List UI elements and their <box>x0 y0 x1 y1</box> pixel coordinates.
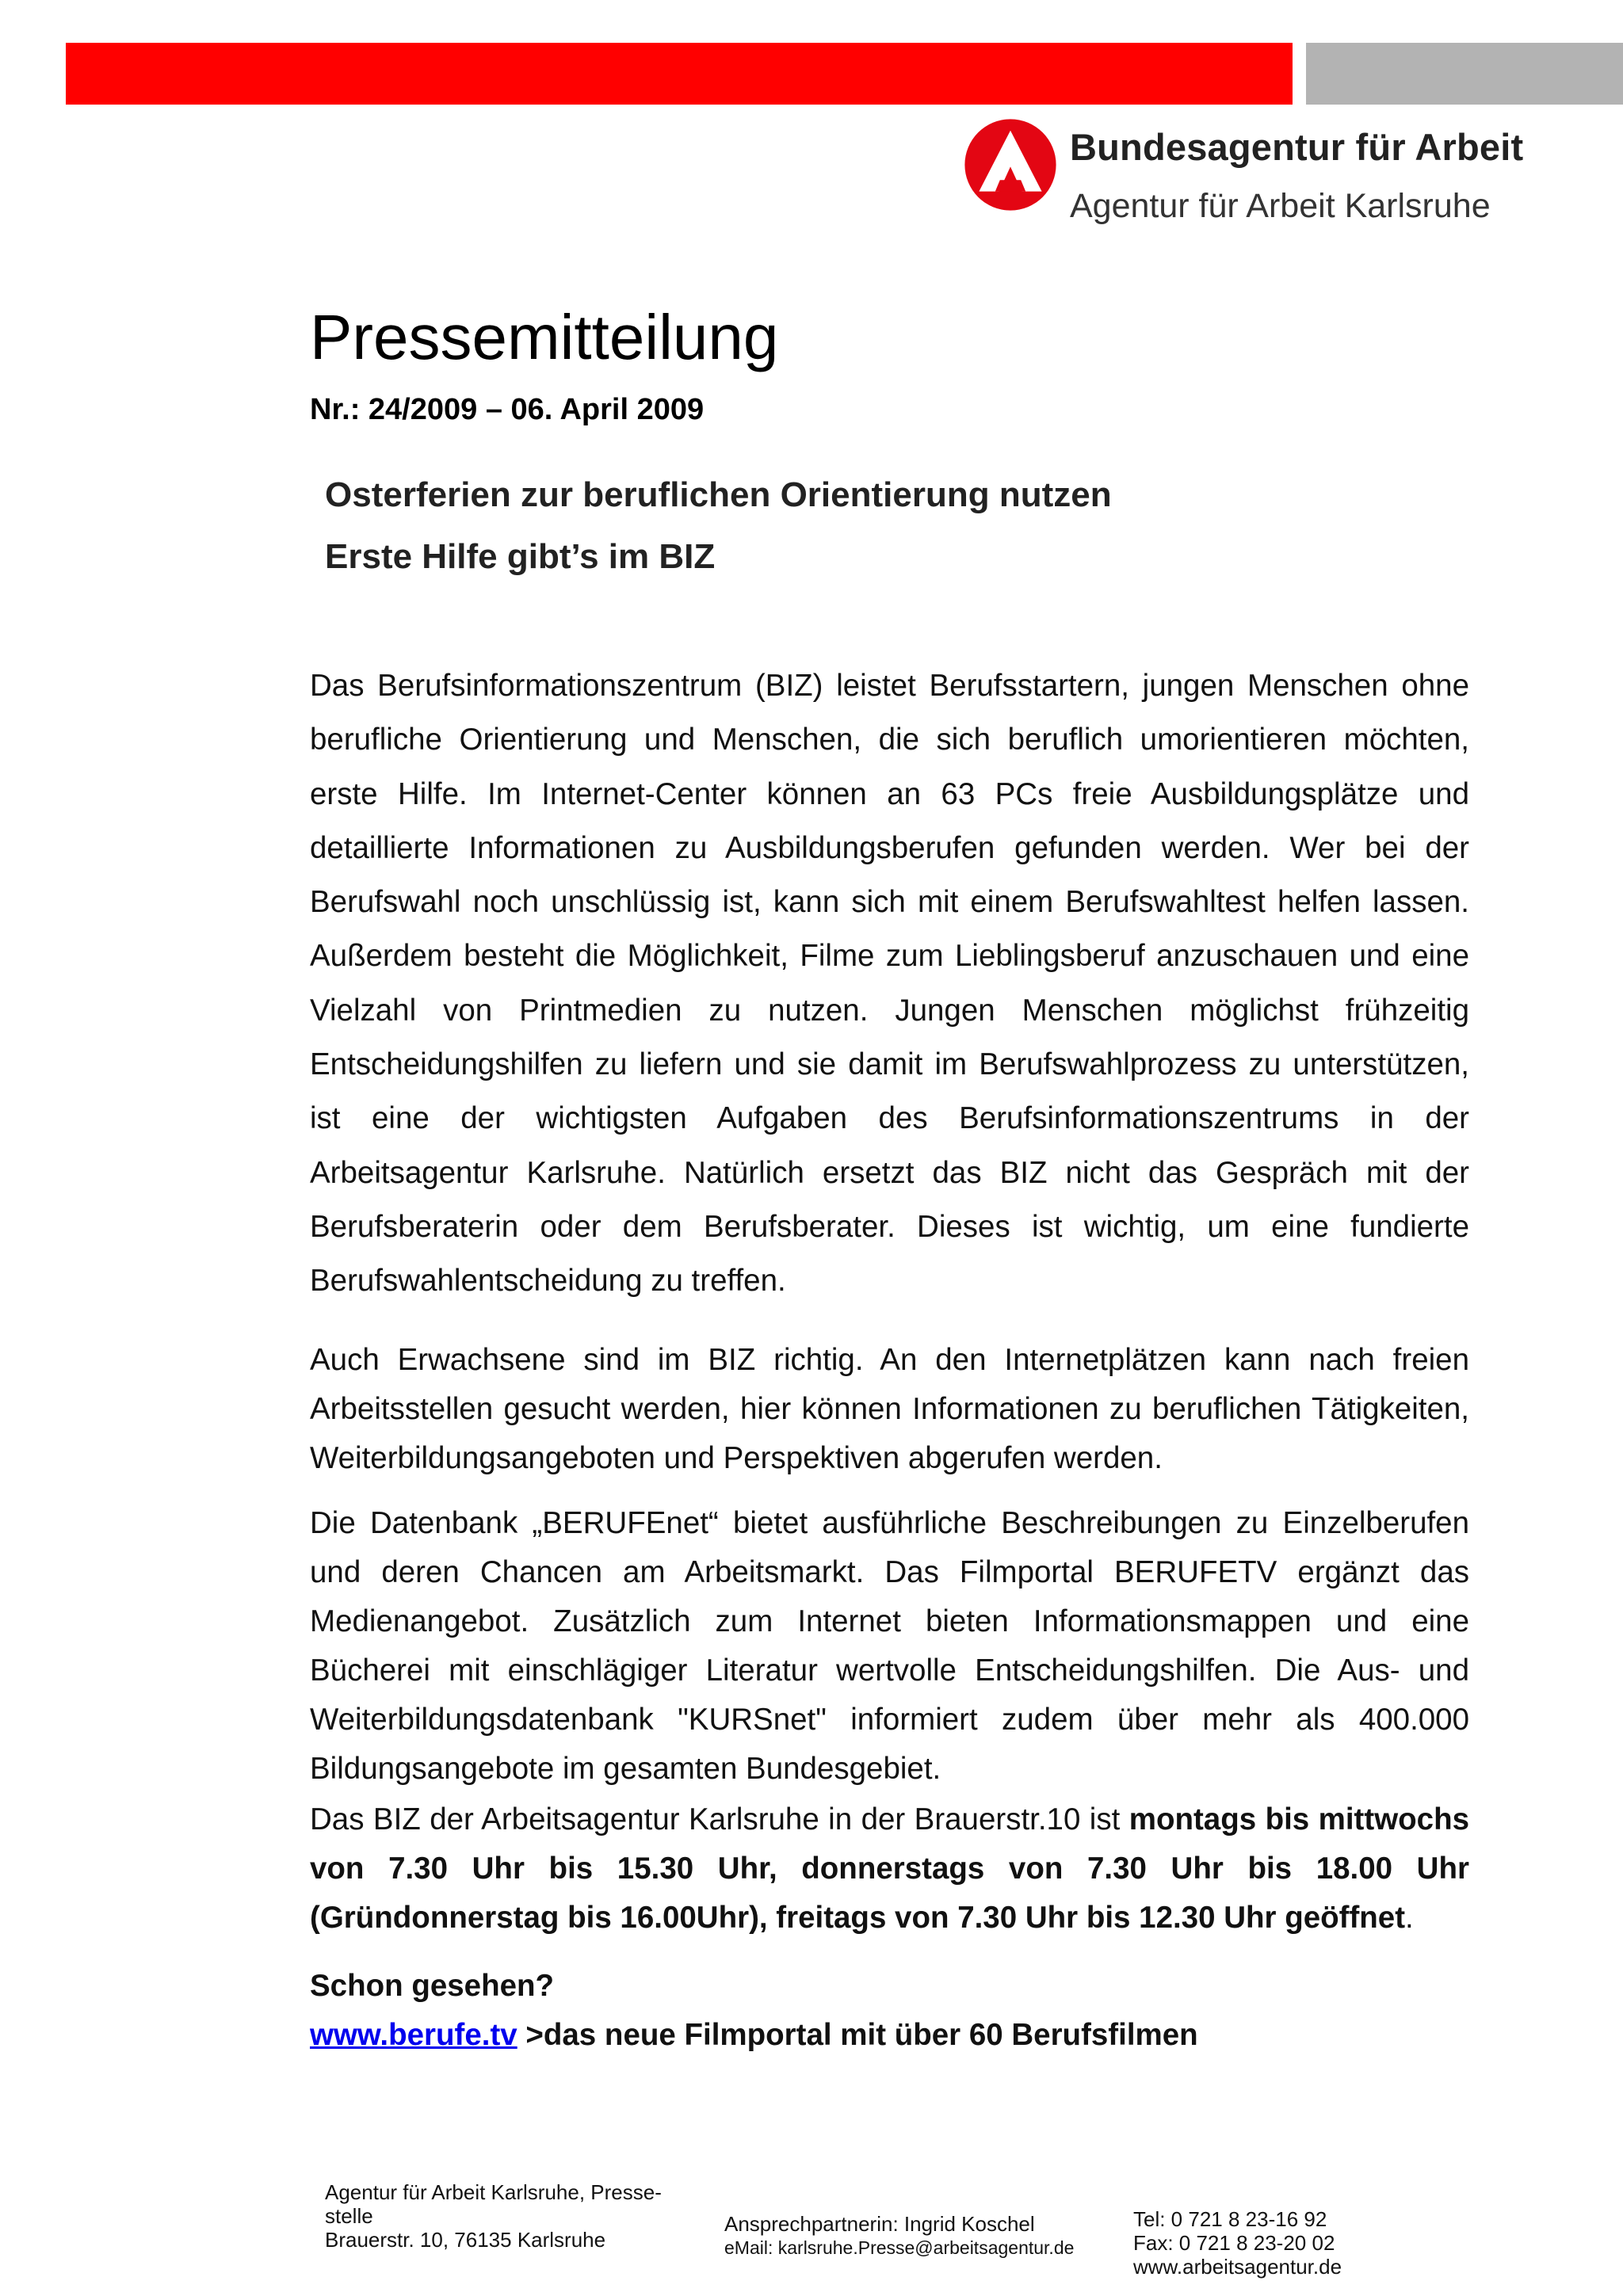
release-number: Nr.: 24/2009 – 06. April 2009 <box>310 393 705 426</box>
teaser-text: >das neue Filmportal mit über 60 Berufsfilmen <box>517 2018 1198 2052</box>
footer-address-line: stelle <box>325 2204 373 2228</box>
org-subname: Agentur für Arbeit Karlsruhe <box>1070 187 1491 225</box>
org-name: Bundesagentur für Arbeit <box>1070 126 1524 168</box>
body-paragraph-2 <box>310 1336 1469 1483</box>
footer-web: www.arbeitsagentur.de <box>1133 2255 1342 2279</box>
headline-primary: Osterferien zur beruflichen Orientierung nutzen <box>325 475 1112 514</box>
footer-contact <box>724 2212 1136 2260</box>
berufe-tv-link[interactable]: www.berufe.tv <box>310 2018 517 2052</box>
footer-address-line: Brauerstr. 10, 76135 Karlsruhe <box>325 2228 606 2252</box>
footer-fax: Fax: 0 721 8 23-20 02 <box>1133 2231 1335 2255</box>
ba-logo-icon <box>963 117 1058 212</box>
opening-hours: montags bis mittwochs von 7.30 Uhr bis 15.30 Uhr, donnerstags von 7.30 Uhr bis 18.00 Uhr (Gründonnerstag bis 16.00Uhr), freitags von 7.30 Uhr bis 12.30 Uhr geöffnet <box>310 1802 1469 1935</box>
header-red-bar <box>66 43 1293 105</box>
opening-intro: Das BIZ der Arbeitsagentur Karlsruhe in der Brauerstr.10 ist <box>310 1802 1129 1836</box>
header-gray-bar <box>1306 43 1623 105</box>
paragraph-text: Das Berufsinformationszentrum (BIZ) leistet Berufsstartern, jungen Menschen ohne berufliche Orientierung und Menschen, die sich beruflich umorientieren möchten, erste Hilfe. Im Internet-Center können an 63 PCs freie Ausbildungsplätze und detaillierte Informationen zu Ausbildungsberufen gefunden werden. Wer bei der Berufswahl noch unschlüssig ist, kann sich mit einem Berufswahltest helfen lassen. Außerdem besteht die Möglichkeit, Filme zum Lieblingsberuf anzuschauen und eine Vielzahl von Printmedien zu nutzen. Jungen Menschen möglichst frühzeitig Entscheidungshilfen zu liefern und sie damit im Berufswahlprozess zu unterstützen, ist eine der wichtigsten Aufgaben des Berufsinformationszentrums in der Arbeitsagentur Karlsruhe. Natürlich ersetzt das BIZ nicht das Gespräch mit der Berufsberaterin oder dem Berufsberater. Dieses ist wichtig, um eine fundierte Berufswahlentscheidung zu treffen. <box>310 669 1469 1299</box>
teaser-heading: Schon gesehen? <box>310 1969 555 2003</box>
footer-tel: Tel: 0 721 8 23-16 92 <box>1133 2207 1327 2231</box>
paragraph-text: Die Datenbank „BERUFEnet“ bietet ausführliche Beschreibungen zu Einzelberufen und deren Chancen am Arbeitsmarkt. Das Filmportal BERUFETV ergänzt das Medienangebot. Zusätzlich zum Internet bieten Informationsmappen und eine Bücherei mit einschlägiger Literatur wertvolle Entscheidungshilfen. Die Aus- und Weiterbildungsdatenbank "KURSnet" informiert zudem über mehr als 400.000 Bildungsangebote im gesamten Bundesgebiet. <box>310 1506 1469 1786</box>
body-paragraph-1 <box>310 659 1469 1309</box>
footer-phone <box>1133 2207 1498 2279</box>
footer-address-line: Agentur für Arbeit Karlsruhe, Presse- <box>325 2180 662 2204</box>
opening-hours-paragraph <box>310 1795 1469 1943</box>
opening-end: . <box>1405 1901 1414 1935</box>
footer-contact-person: Ansprechpartnerin: Ingrid Koschel <box>724 2212 1035 2236</box>
footer-address <box>325 2180 697 2252</box>
body-paragraph-3 <box>310 1499 1469 1794</box>
teaser-block <box>310 1962 1469 2060</box>
footer-email: eMail: karlsruhe.Presse@arbeitsagentur.de <box>724 2237 1075 2258</box>
paragraph-text: Auch Erwachsene sind im BIZ richtig. An den Internetplätzen kann nach freien Arbeitsstellen gesucht werden, hier können Informationen zu beruflichen Tätigkeiten, Weiterbildungsangeboten und Perspektiven abgerufen werden. <box>310 1343 1469 1475</box>
headline-secondary: Erste Hilfe gibt’s im BIZ <box>325 537 716 576</box>
page-title: Pressemitteilung <box>310 302 779 372</box>
